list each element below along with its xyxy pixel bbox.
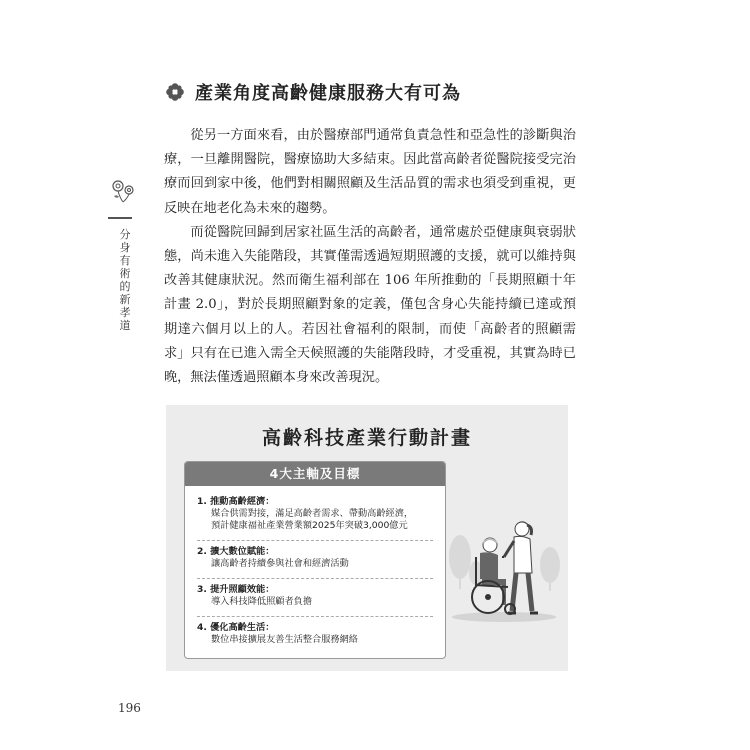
goal-item <box>197 584 312 608</box>
goal-title: 1. 推動高齡經濟： <box>197 496 275 507</box>
figure-title: 高齡科技產業行動計畫 <box>261 427 472 449</box>
goal-description: 讓高齡者持續參與社會和經濟活動 <box>211 558 349 569</box>
goal-description: 媒合供需對接，滿足高齡者需求、帶動高齡經濟， <box>211 508 414 519</box>
flower-bullet-icon <box>165 82 185 102</box>
goal-title: 4. 優化高齡生活： <box>197 622 275 633</box>
goals-box <box>184 461 446 659</box>
goal-item <box>197 622 358 646</box>
goal-description: 預計健康福祉產業營業額2025年突破3,000億元 <box>211 520 408 531</box>
body-text <box>164 124 576 390</box>
paragraph: 從另一方面來看，由於醫療部門通常負責急性和亞急性的診斷與治療，一旦離開醫院，醫療協助大多結束。因此當高齡者從醫院接受完治療而回到家中後，他們對相關照顧及生活品質的需求也須受到重視，更反映在地老化為未來的趨勢。 <box>164 128 576 216</box>
goal-item <box>197 496 413 532</box>
goal-description: 數位串接擴展友善生活整合服務網絡 <box>211 634 358 645</box>
page-number: 196 <box>118 701 141 715</box>
goal-divider <box>197 540 433 541</box>
caregiver-wheelchair-illustration <box>446 495 564 665</box>
section-heading <box>165 78 461 106</box>
goal-item <box>197 546 349 570</box>
goal-description: 導入科技降低照顧者負擔 <box>211 596 313 607</box>
infographic-figure <box>166 405 568 671</box>
goals-box-header: 4大主軸及目標 <box>185 462 445 486</box>
sidebar-divider <box>108 217 132 219</box>
goal-title: 3. 提升照顧效能： <box>197 584 275 595</box>
rose-ornament-icon <box>108 176 138 216</box>
goal-title: 2. 擴大數位賦能： <box>197 546 275 557</box>
book-title: 分身有術的新孝道 <box>119 228 131 332</box>
goal-divider <box>197 616 433 617</box>
goal-divider <box>197 578 433 579</box>
section-heading-text: 產業角度高齡健康服務大有可為 <box>195 83 461 104</box>
paragraph: 而從醫院回歸到居家社區生活的高齡者，通常處於亞健康與衰弱狀態，尚未進入失能階段，其實僅需透過短期照護的支援，就可以維持與改善其健康狀況。然而衛生福利部在 106 年所推動的「長期照顧十年計畫 2.0」，對於長期照顧對象的定義，僅包含身心失能持續已達或預期達六個月以上的人。若因社會福利的限制，而使「高齡者的照顧需求」只有在已進入需全天候照護的失能階段時，才受重視，其實為時已晚，無法僅透過照顧本身來改善現況。 <box>164 224 576 386</box>
